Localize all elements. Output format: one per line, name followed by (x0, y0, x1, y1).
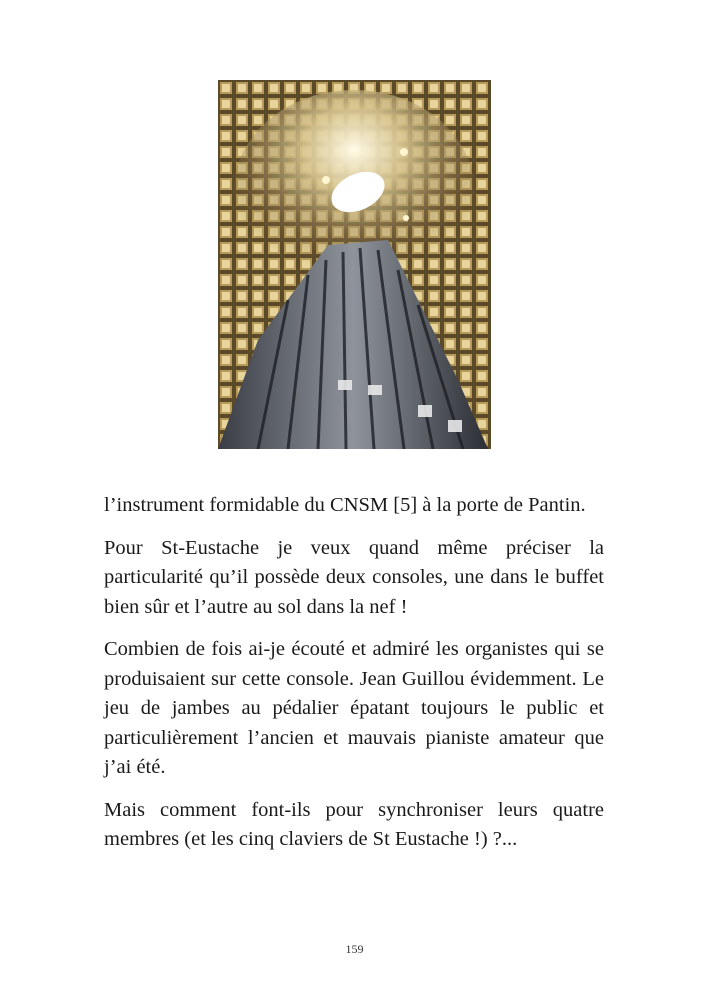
paragraph-2: Pour St-Eustache je veux quand même préciser la particularité qu’il possède deux consoles, une dans le buffet bien sûr et l’autre au sol dans la nef ! (104, 536, 604, 618)
organ-photo-illustration (218, 80, 491, 449)
paragraph-1: l’instrument formidable du CNSM [5] à la porte de Pantin. (104, 494, 586, 516)
organ-photo (218, 80, 491, 449)
paragraph-3: Combien de fois ai-je écouté et admiré les organistes qui se produisaient sur cette console. Jean Guillou évidemment. Le jeu de jambes au pédalier épatant toujours le public et particulièrement l’ancien et mauvais pianiste amateur que j’ai été. (104, 638, 604, 778)
body-text (104, 491, 604, 868)
paragraph-4: Mais comment font-ils pour synchroniser leurs quatre membres (et les cinq claviers de St Eustache !) ?... (104, 798, 604, 850)
page-number: 159 (345, 942, 364, 956)
